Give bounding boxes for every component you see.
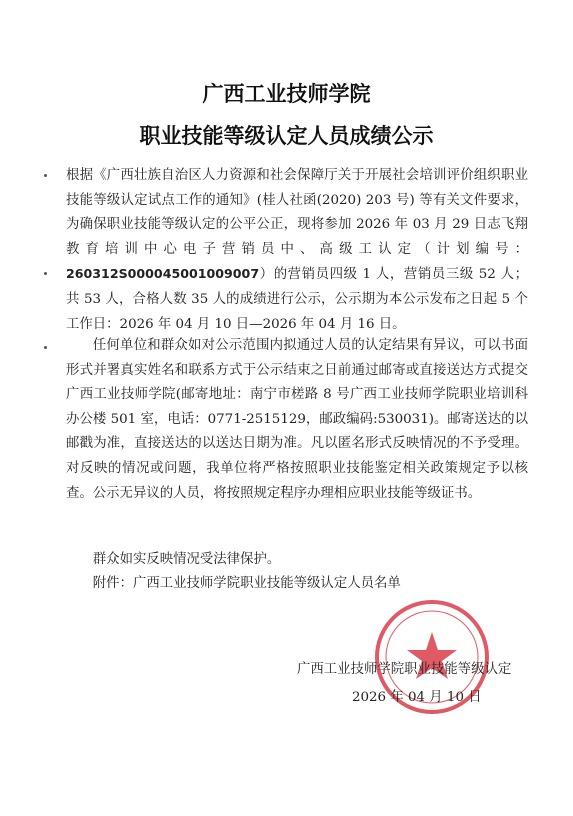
basis-text-prefix: 根据《广西壮族自治区人力资源和社会保障厅关于开展社会培训评价组织职业技能等级认定试点工作的通知》(桂人社函(2020) 203 号) 等有关文件要求，为确保职业技能等级认定的公平公正，现将参加 2026 年 03 月 29 日志飞翔教育培训中心电子营销员中、高级工认定（计划编号： xyxy=(66,168,528,257)
signature-date: 2026 年 04 月 10 日 xyxy=(352,690,482,705)
paragraph-basis xyxy=(66,164,528,337)
basis-text-suffix: ）的营销员四级 1 人，营销员三级 52 人；共 53 人，合格人数 35 人的成绩进行公示，公示期为本公示发布之日起 5 个工作日：2026 年 04 月 10 日—2026 年 04 月 16 日。 xyxy=(66,267,528,332)
notice-title: 职业技能等级认定人员成绩公示 xyxy=(139,124,434,148)
institution-title: 广西工业技师学院 xyxy=(202,82,371,106)
scan-mark xyxy=(44,272,47,275)
paragraph-attachment: 附件：广西工业技师学院职业技能等级认定人员名单 xyxy=(92,576,401,591)
signature-organization: 广西工业技师学院职业技能等级认定 xyxy=(297,662,512,677)
scan-mark xyxy=(44,174,47,177)
scan-mark xyxy=(44,346,47,349)
paragraph-objection: 任何单位和群众如对公示范围内拟通过人员的认定结果有异议，可以书面形式并署真实姓名和联系方式于公示结束之日前通过邮寄或直接送达方式提交广西工业技师学院(邮寄地址：南宁市槎路 8 号广西工业技师学院职业培训科办公楼 501 室，电话：0771-2515129，邮政编码:530031)。邮寄送达的以邮戳为准，直接送达的以送达日期为准。凡以匿名形式反映情况的不予受理。对反映的情况或问题，我单位将严格按照职业技能鉴定相关政策规定予以核查。公示无异议的人员，将按照规定程序办理相应职业技能等级证书。 xyxy=(66,338,528,501)
paragraph-protection: 群众如实反映情况受法律保护。 xyxy=(92,552,281,567)
plan-code: 260312S000045001009007 xyxy=(66,266,260,282)
